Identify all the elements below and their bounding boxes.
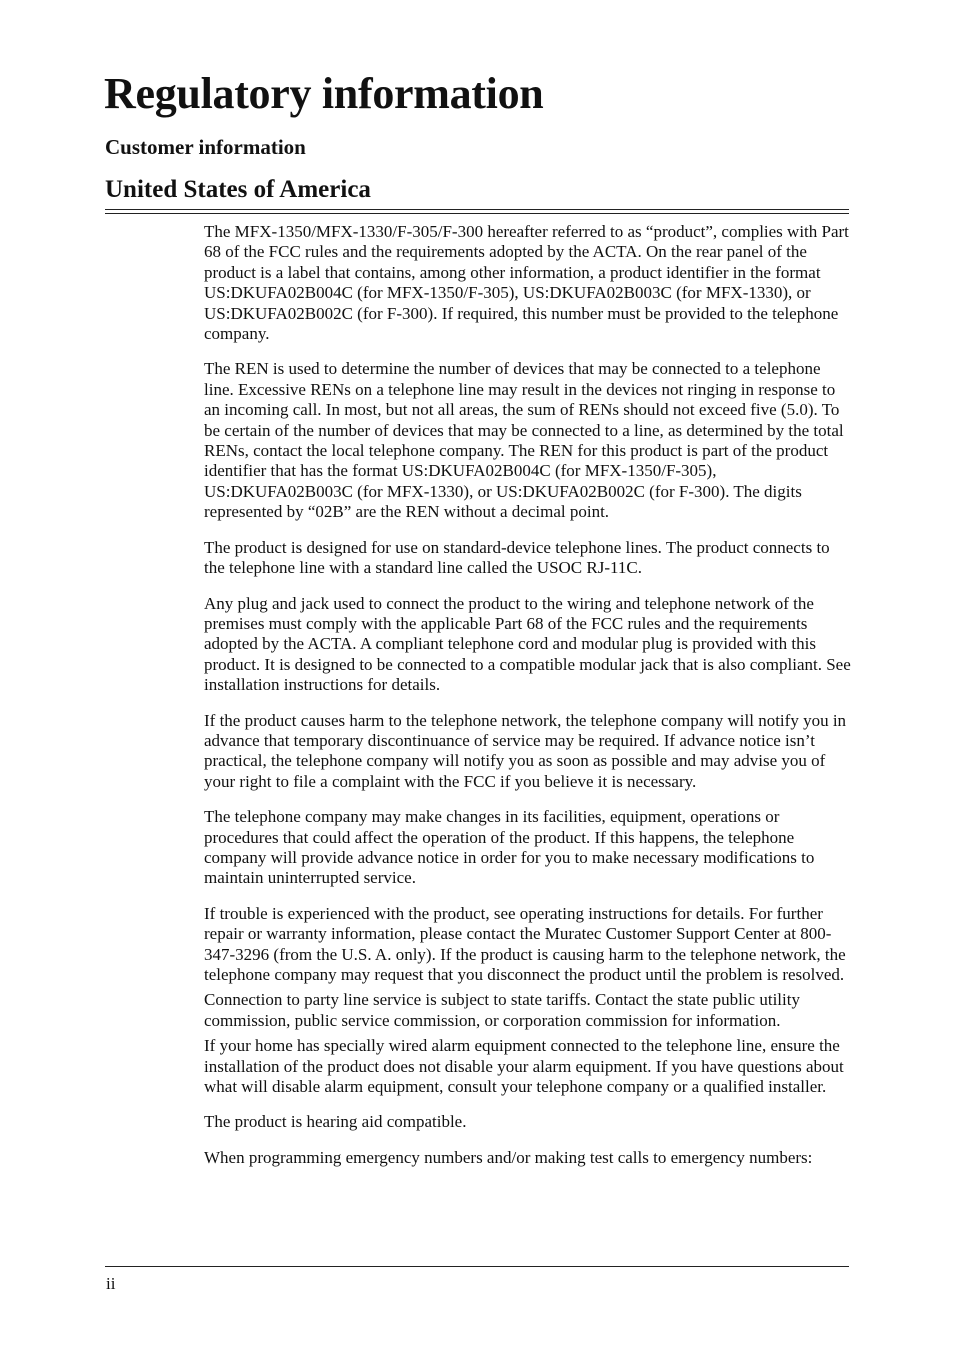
paragraph-facility-changes: The telephone company may make changes in its facilities, equipment, operations or procedures that could affect the operation of the product. If this happens, the telephone company will provide advance notice in order for you to make necessary modifications to maintain uninterrupted service. (204, 807, 815, 888)
page-title: Regulatory information (104, 69, 544, 118)
footer-divider (105, 1266, 849, 1267)
page-number: ii (106, 1274, 116, 1293)
paragraph-network-harm: If the product causes harm to the telephone network, the telephone company will notify you in advance that temporary discontinuance of service may be required. If advance notice isn’t practical, the telephone company will notify you as soon as possible and may advise you of your right to file a complaint with the FCC if you believe it is necessary. (204, 710, 847, 791)
paragraph-emergency-numbers: When programming emergency numbers and/or making test calls to emergency numbers: (204, 1147, 813, 1167)
section-divider-top (105, 209, 849, 210)
paragraph-alarm-equipment: If your home has specially wired alarm equipment connected to the telephone line, ensure the installation of the product does not disable your alarm equipment. If you have questions about what will disable alarm equipment, consult your telephone company or a qualified installer. (204, 1036, 844, 1097)
section-title: United States of America (105, 176, 371, 203)
paragraph-party-line: Connection to party line service is subject to state tariffs. Contact the state public utility commission, public service commission, or corporation commission for information. (204, 990, 800, 1030)
paragraph-product-identifier: The MFX-1350/MFX-1330/F-305/F-300 hereafter referred to as “product”, complies with Part 68 of the FCC rules and the requirements adopted by the ACTA. On the rear panel of the product is a label that contains, among other information, a product identifier in the format US:DKUFA02B004C (for MFX-1350/F-305), US:DKUFA02B003C (for MFX-1330), or US:DKUFA02B002C (for F-300). If required, this number must be provided to the telephone company. (204, 222, 849, 344)
section-divider-bottom (105, 213, 849, 214)
paragraph-plug-and-jack: Any plug and jack used to connect the product to the wiring and telephone network of the premises must comply with the applicable Part 68 of the FCC rules and the requirements adopted by the ACTA. A compliant telephone cord and modular plug is provided with this product. It is designed to be connected to a compatible modular jack that is also compliant. See installation instructions for details. (204, 593, 851, 695)
paragraph-trouble: If trouble is experienced with the product, see operating instructions for details. For further repair or warranty information, please contact the Muratec Customer Support Center at 800-347-3296 (from the U.S. A. only). If the product is causing harm to the telephone network, the telephone company may request that you disconnect the product until the problem is resolved. (204, 903, 846, 984)
paragraph-ren: The REN is used to determine the number of devices that may be connected to a telephone line. Excessive RENs on a telephone line may result in the devices not ringing in response to an incoming call. In most, but not all areas, the sum of RENs should not exceed five (5.0). To be certain of the number of devices that may be connected to a line, as determined by the total RENs, contact the local telephone company. The REN for this product is part of the product identifier that has the format US:DKUFA02B004C (for MFX-1350/F-305), US:DKUFA02B003C (for MFX-1330), or US:DKUFA02B002C (for F-300). The digits represented by “02B” are the REN without a decimal point. (204, 359, 844, 522)
paragraph-standard-device: The product is designed for use on standard-device telephone lines. The product connects to the telephone line with a standard line called the USOC RJ-11C. (204, 537, 830, 578)
paragraph-hearing-aid: The product is hearing aid compatible. (204, 1112, 467, 1132)
subheading-customer-information: Customer information (105, 135, 306, 159)
body-text (204, 222, 852, 1183)
